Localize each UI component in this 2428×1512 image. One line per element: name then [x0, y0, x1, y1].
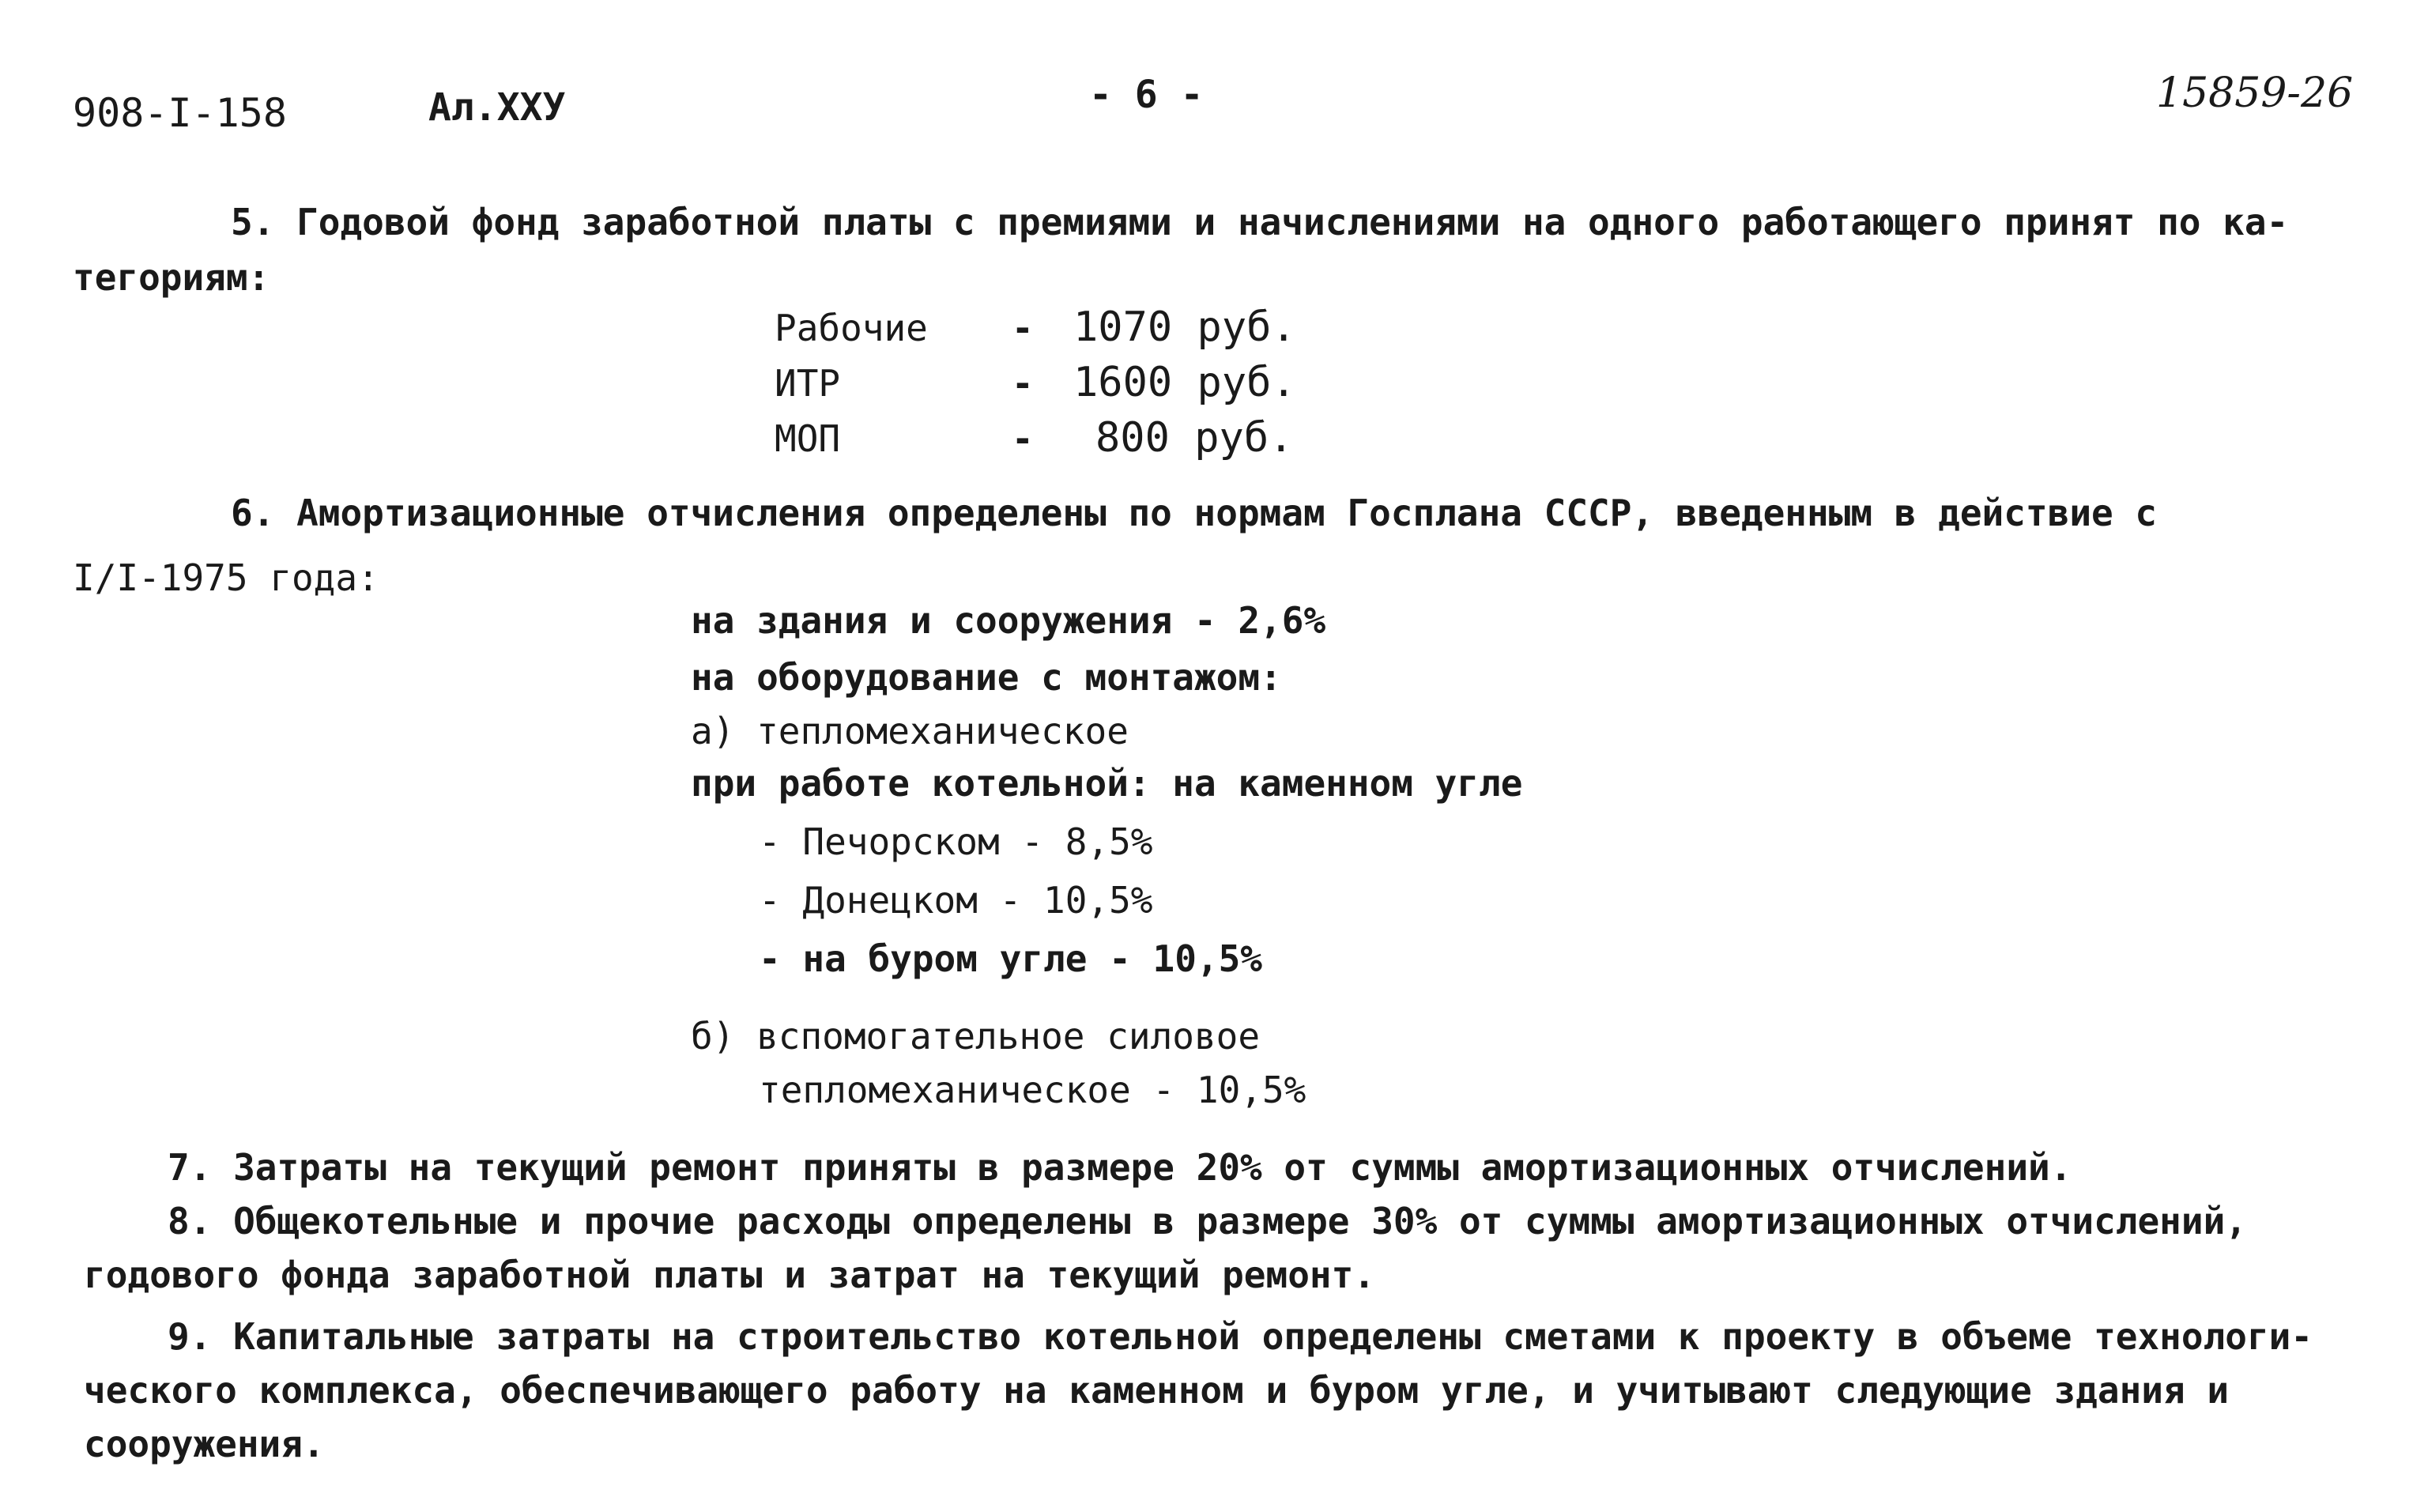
- coal-item: - на буром угле - 10,5%: [759, 937, 1262, 980]
- album-number: Ал.XXУ: [428, 85, 566, 130]
- coal-item: - Печорском - 8,5%: [759, 820, 1153, 863]
- item-b-line1: б) вспомогательное силовое: [691, 1015, 1261, 1058]
- coal-item: - Донецком - 10,5%: [759, 879, 1153, 922]
- section7-line1: 7. Затраты на текущий ремонт приняты в размере 20% от суммы амортизационных отчислений.: [168, 1146, 2072, 1189]
- section6-line1: 6. Амортизационные отчисления определены по нормам Госплана СССР, введенным в действие с: [231, 492, 2158, 534]
- wage-item-value: 800 руб.: [1095, 414, 1294, 462]
- section8-line1: 8. Общекотельные и прочие расходы определены в размере 30% от суммы амортизационных отчислений,: [168, 1200, 2247, 1242]
- section5-line2: тегориям:: [73, 256, 270, 299]
- section8-line2: годового фонда заработной платы и затрат на текущий ремонт.: [84, 1254, 1375, 1296]
- item-a-heading: а) тепломеханическое: [691, 710, 1129, 752]
- section5-line1: 5. Годовой фонд заработной платы с премиями и начислениями на одного работающего принят по ка-: [231, 201, 2289, 243]
- wage-item-dash: -: [1012, 417, 1034, 460]
- wage-item-value: 1070 руб.: [1073, 304, 1296, 351]
- section9-line1: 9. Капитальные затраты на строительство котельной определены сметами к проекту в объеме технологи-: [168, 1315, 2313, 1358]
- inventory-number: 15859-26: [2156, 70, 2354, 117]
- wage-item-name: Рабочие: [775, 307, 928, 349]
- depreciation-equipment: на оборудование с монтажом:: [691, 656, 1282, 699]
- wage-item-name: ИТР: [775, 362, 841, 405]
- wage-item-name: МОП: [775, 417, 841, 460]
- page-number: - 6 -: [1089, 73, 1204, 117]
- wage-item-dash: -: [1012, 307, 1034, 349]
- section9-line2: ческого комплекса, обеспечивающего работу на каменном и буром угле, и учитывают следующие здания и: [84, 1369, 2230, 1412]
- section6-line2: I/I-1975 года:: [73, 556, 379, 599]
- depreciation-buildings: на здания и сооружения - 2,6%: [691, 599, 1326, 642]
- section9-line3: сооружения.: [84, 1423, 325, 1465]
- wage-item-value: 1600 руб.: [1073, 359, 1296, 406]
- doc-code: 908-I-158: [73, 90, 287, 136]
- wage-item-dash: -: [1012, 362, 1034, 405]
- item-a-condition: при работе котельной: на каменном угле: [691, 762, 1523, 805]
- item-b-line2: тепломеханическое - 10,5%: [759, 1069, 1306, 1111]
